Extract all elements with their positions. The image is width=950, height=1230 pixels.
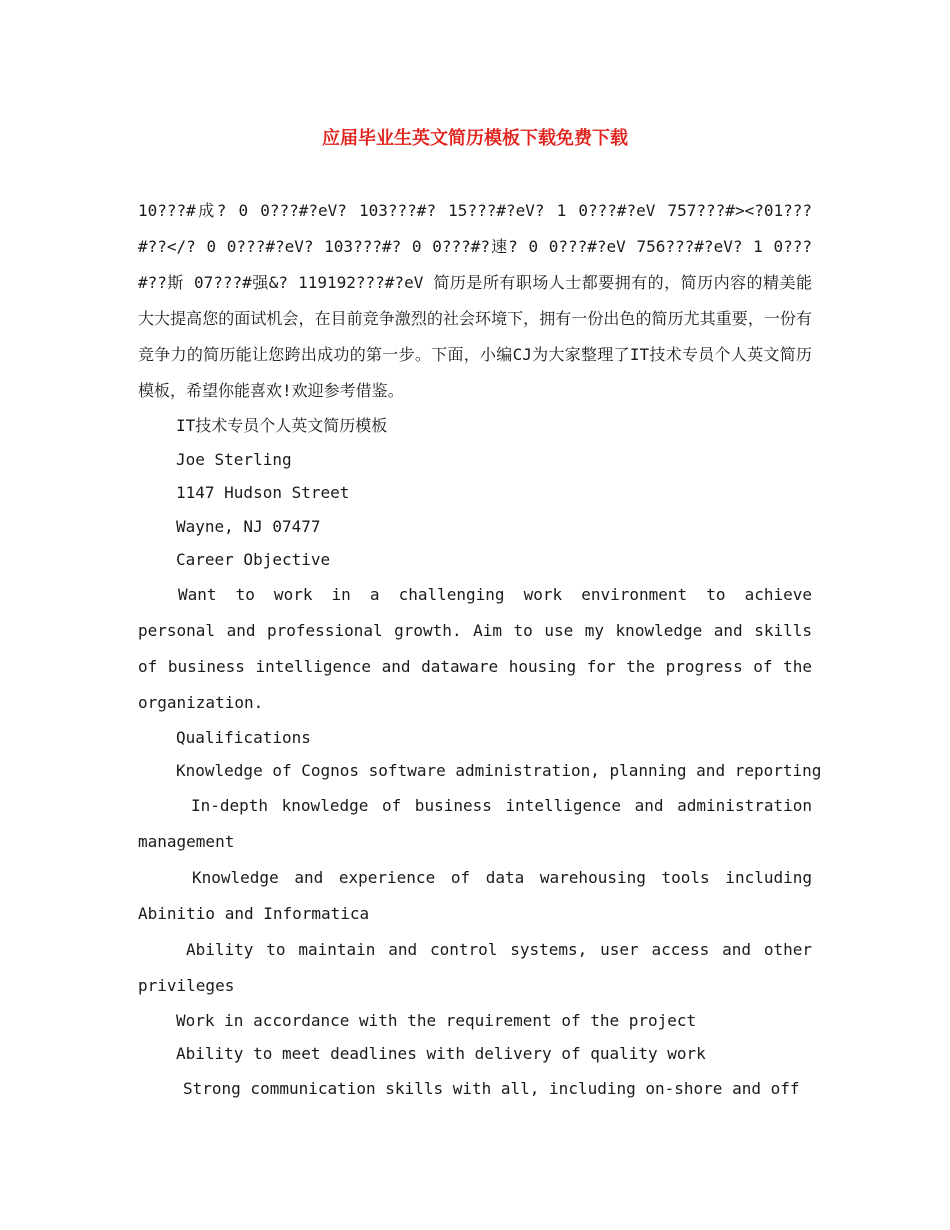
resume-street: 1147 Hudson Street xyxy=(176,483,350,502)
objective-heading: Career Objective xyxy=(176,550,331,569)
qualification-item: In-depth knowledge of business intelligence and administration management xyxy=(138,795,812,851)
qualification-item: Work in accordance with the requirement of the project xyxy=(176,1010,697,1030)
qualification-item: Ability to maintain and control systems, user access and other privileges xyxy=(138,939,812,995)
qualification-item: Ability to meet deadlines with delivery of quality work xyxy=(176,1044,706,1063)
resume-heading: IT技术专员个人英文简历模板 xyxy=(176,416,388,435)
document-title: 应届毕业生英文简历模板下载免费下载 xyxy=(322,128,628,149)
intro-paragraph: 10???#成? 0 0???#?eV? 103???#? 15???#?eV? 1 0???#?eV 757???#><?01???#??</? 0 0???#?eV? 103???#? 0 0???#?速? 0 0???#?eV 756???#?eV? 1 0???#??斯 07???#强&? 119192???#?eV 简历是所有职场人士都要拥有的，简历内容的精美能大大提高您的面试机会，在目前竞争激烈的社会环境下，拥有一份出色的简历尤其重要，一份有竞争力的简历能让您跨出成功的第一步。下面，小编CJ为大家整理了IT技术专员个人英文简历模板，希望你能喜欢!欢迎参考借鉴。 xyxy=(138,201,812,400)
qualification-item: Knowledge and experience of data warehousing tools including Abinitio and Informatica xyxy=(138,867,812,923)
objective-text: Want to work in a challenging work environment to achieve personal and professional growth. Aim to use my knowledge and skills of business intelligence and dataware housing for the progress of the organization. xyxy=(138,584,812,712)
resume-name: Joe Sterling xyxy=(176,449,292,469)
qualification-item: Knowledge of Cognos software administration, planning and reporting xyxy=(176,761,822,780)
qualification-item: Strong communication skills with all, including on-shore and off xyxy=(183,1078,800,1098)
document-body xyxy=(138,193,822,1107)
resume-city: Wayne, NJ 07477 xyxy=(176,516,321,536)
qualifications-heading: Qualifications xyxy=(176,727,311,747)
